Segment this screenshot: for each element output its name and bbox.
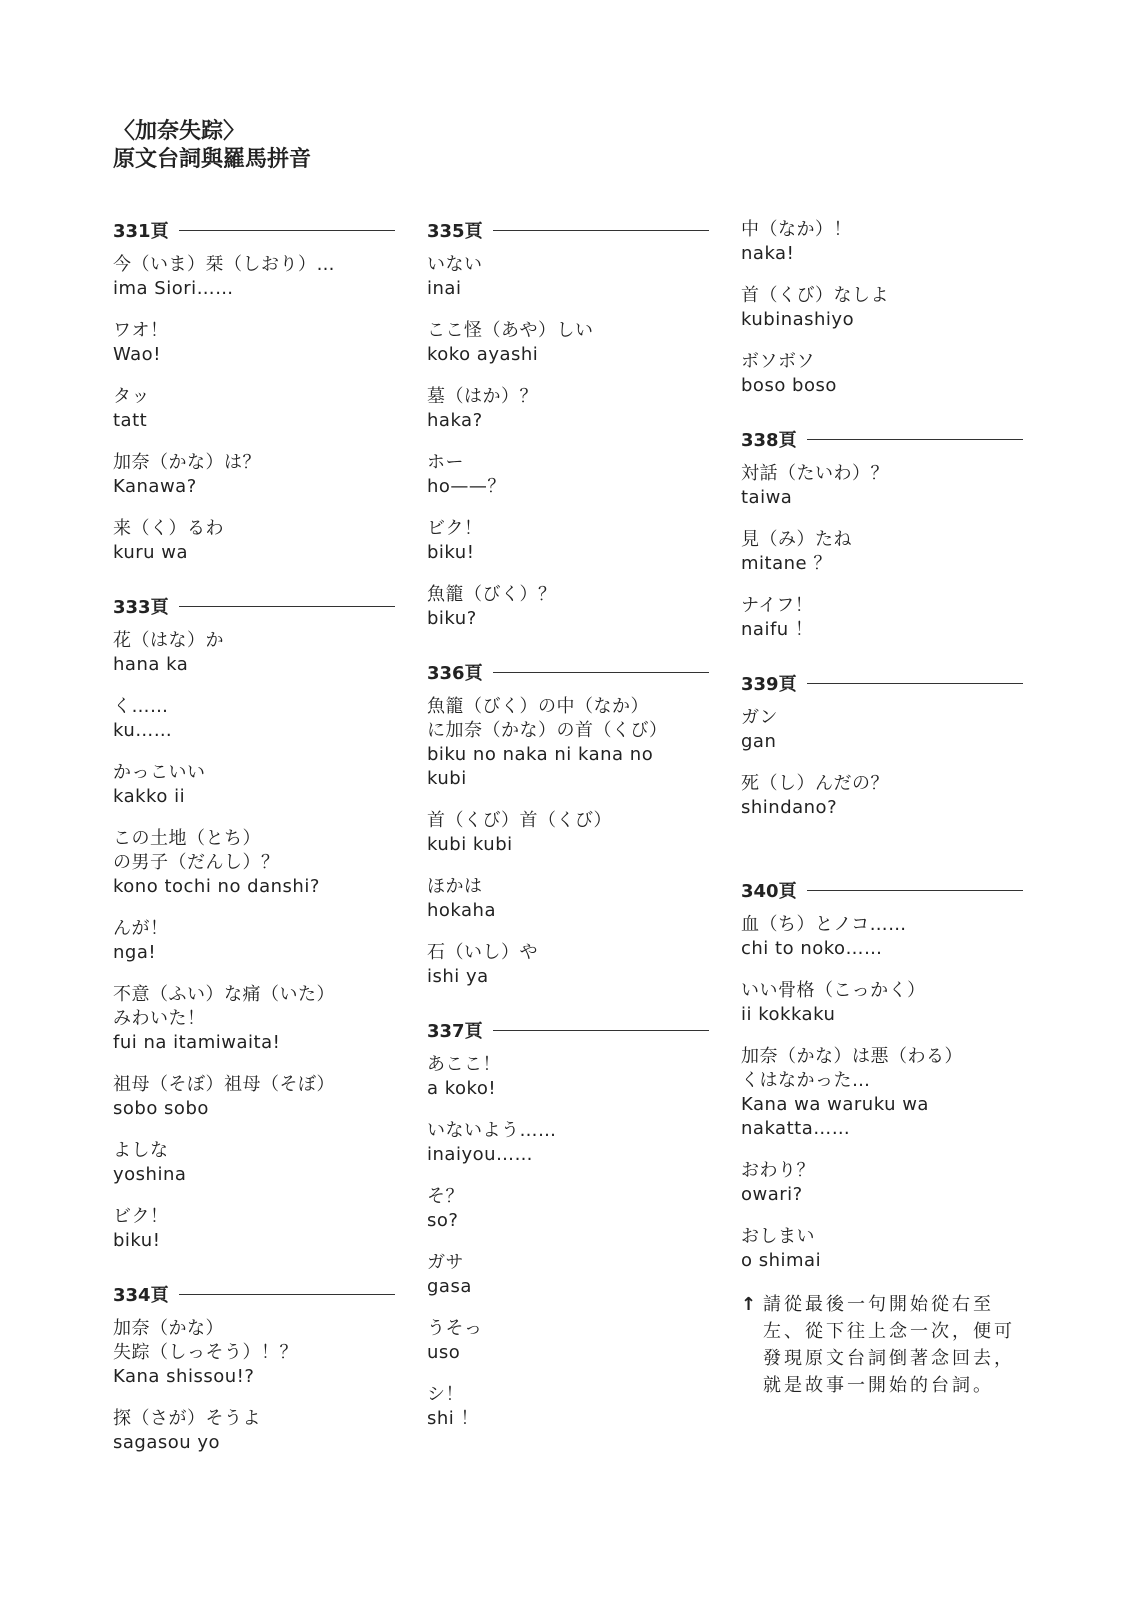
japanese-line: ここ怪（あや）しい <box>427 320 594 341</box>
romaji-line: naifu ！ <box>741 619 814 640</box>
romaji-line: fui na itamiwaita! <box>113 1032 281 1053</box>
romaji-line: haka? <box>427 410 483 431</box>
japanese-line: ビク！ <box>427 518 483 539</box>
japanese-line: おわり？ <box>741 1160 815 1181</box>
dialogue-entry <box>427 319 709 367</box>
heading-rule-line <box>493 1030 709 1031</box>
romaji-line: ishi ya <box>427 966 489 987</box>
japanese-line: 墓（はか）？ <box>427 386 538 407</box>
romaji-line: shi ！ <box>427 1408 480 1429</box>
japanese-line: ほかは <box>427 876 483 897</box>
page-section-heading <box>427 218 709 242</box>
column-1 <box>113 218 395 1473</box>
dialogue-entry <box>427 1383 709 1431</box>
romaji-line: mitane ？ <box>741 553 832 574</box>
page-section-heading <box>741 427 1023 451</box>
dialogue-entry <box>427 253 709 301</box>
dialogue-entry <box>113 1205 395 1253</box>
japanese-line: ガン <box>741 707 778 728</box>
japanese-line: 加奈（かな）は？ <box>113 452 261 473</box>
romaji-line: nga! <box>113 942 157 963</box>
japanese-line: かっこいい <box>113 762 206 783</box>
romaji-line: inai <box>427 278 462 299</box>
romaji-line: biku? <box>427 608 477 629</box>
heading-rule-line <box>807 890 1023 891</box>
japanese-line: うそっ <box>427 1318 483 1339</box>
japanese-line: この土地（とち） の男子（だんし）？ <box>113 828 280 873</box>
japanese-line: ホー <box>427 452 464 473</box>
dialogue-entry <box>113 917 395 965</box>
heading-rule-line <box>179 606 395 607</box>
romaji-line: Kana wa waruku wa nakatta…… <box>741 1094 929 1139</box>
romaji-line: sagasou yo <box>113 1432 221 1453</box>
dialogue-entry <box>427 1251 709 1299</box>
japanese-line: 加奈（かな） 失踪（しっそう）！？ <box>113 1318 298 1363</box>
dialogue-entry <box>113 1139 395 1187</box>
page-number-label: 340頁 <box>741 881 797 902</box>
japanese-line: 来（く）るわ <box>113 518 224 539</box>
romaji-line: gan <box>741 731 777 752</box>
page-number-label: 338頁 <box>741 430 797 451</box>
dialogue-entry <box>427 385 709 433</box>
up-arrow-icon: ↑ <box>741 1294 757 1315</box>
page-section-heading <box>427 660 709 684</box>
dialogue-entry <box>741 1225 1023 1273</box>
japanese-line: 血（ち）とノコ…… <box>741 914 907 935</box>
japanese-line: 花（はな）か <box>113 630 224 651</box>
japanese-line: 魚籠（びく）？ <box>427 584 557 605</box>
dialogue-entry <box>427 1317 709 1365</box>
romaji-line: taiwa <box>741 487 793 508</box>
reading-instruction-note <box>741 1291 1023 1399</box>
dialogue-entry <box>113 385 395 433</box>
japanese-line: 中（なか）！ <box>741 219 852 240</box>
page-section-heading <box>113 1282 395 1306</box>
japanese-line: 祖母（そぼ）祖母（そぼ） <box>113 1074 335 1095</box>
romaji-line: kubi kubi <box>427 834 513 855</box>
dialogue-entry <box>427 941 709 989</box>
romaji-line: hokaha <box>427 900 496 921</box>
page-number-label: 334頁 <box>113 1285 169 1306</box>
dialogue-entry <box>741 528 1023 576</box>
romaji-line: koko ayashi <box>427 344 539 365</box>
romaji-line: shindano? <box>741 797 838 818</box>
dialogue-entry <box>113 827 395 899</box>
page-section-heading <box>113 218 395 242</box>
japanese-line: く…… <box>113 696 169 717</box>
japanese-line: 首（くび）首（くび） <box>427 810 612 831</box>
title-line-2: 原文台詞與羅馬拼音 <box>113 147 312 172</box>
dialogue-entry <box>427 1119 709 1167</box>
heading-rule-line <box>179 1294 395 1295</box>
dialogue-entry <box>427 1053 709 1101</box>
romaji-line: kubinashiyo <box>741 309 855 330</box>
japanese-line: いい骨格（こっかく） <box>741 980 926 1001</box>
romaji-line: Kanawa? <box>113 476 197 497</box>
dialogue-entry <box>427 1185 709 1233</box>
dialogue-entry <box>427 451 709 499</box>
romaji-line: biku! <box>427 542 475 563</box>
page-section-heading <box>427 1018 709 1042</box>
page-number-label: 331頁 <box>113 221 169 242</box>
romaji-line: ho——？ <box>427 476 506 497</box>
romaji-line: ku…… <box>113 720 173 741</box>
page-number-label: 339頁 <box>741 674 797 695</box>
romaji-line: o shimai <box>741 1250 822 1271</box>
romaji-line: so? <box>427 1210 459 1231</box>
dialogue-entry <box>113 451 395 499</box>
romaji-line: a koko! <box>427 1078 497 1099</box>
japanese-line: ナイフ！ <box>741 595 814 616</box>
dialogue-entry <box>427 809 709 857</box>
dialogue-entry <box>427 583 709 631</box>
japanese-line: んが！ <box>113 918 169 939</box>
romaji-line: tatt <box>113 410 148 431</box>
dialogue-entry <box>741 1045 1023 1141</box>
japanese-line: 今（いま）栞（しおり）… <box>113 254 335 275</box>
romaji-line: owari? <box>741 1184 803 1205</box>
dialogue-entry <box>113 695 395 743</box>
page-section-heading <box>113 594 395 618</box>
section-spacer <box>741 838 1023 878</box>
romaji-line: sobo sobo <box>113 1098 209 1119</box>
japanese-line: いない <box>427 254 483 275</box>
japanese-line: ビク！ <box>113 1206 169 1227</box>
title-line-1: 〈加奈失踪〉 <box>113 119 246 144</box>
romaji-line: boso boso <box>741 375 837 396</box>
japanese-line: 見（み）たね <box>741 529 852 550</box>
document-title <box>113 118 311 174</box>
japanese-line: 死（し）んだの？ <box>741 773 889 794</box>
japanese-line: ワオ！ <box>113 320 169 341</box>
japanese-line: ボソボソ <box>741 351 815 372</box>
heading-rule-line <box>807 439 1023 440</box>
dialogue-entry <box>113 761 395 809</box>
japanese-line: そ？ <box>427 1186 464 1207</box>
japanese-line: 魚籠（びく）の中（なか） に加奈（かな）の首（くび） <box>427 696 668 741</box>
note-line: 就是故事一開始的台詞。 <box>763 1375 994 1396</box>
dialogue-entry <box>741 218 1023 266</box>
page-number-label: 333頁 <box>113 597 169 618</box>
note-line: 左、從下往上念一次，便可 <box>763 1321 1015 1342</box>
note-line: 請從最後一句開始從右至 <box>763 1294 994 1315</box>
column-3 <box>741 218 1023 1399</box>
dialogue-entry <box>113 253 395 301</box>
romaji-line: uso <box>427 1342 461 1363</box>
dialogue-entry <box>741 594 1023 642</box>
column-2 <box>427 218 709 1449</box>
romaji-line: Wao! <box>113 344 161 365</box>
page-section-heading <box>741 878 1023 902</box>
romaji-line: biku! <box>113 1230 161 1251</box>
dialogue-entry <box>113 1407 395 1455</box>
japanese-line: シ！ <box>427 1384 464 1405</box>
romaji-line: inaiyou…… <box>427 1144 534 1165</box>
romaji-line: ii kokkaku <box>741 1004 836 1025</box>
heading-rule-line <box>493 672 709 673</box>
dialogue-entry <box>113 629 395 677</box>
romaji-line: naka! <box>741 243 795 264</box>
heading-rule-line <box>179 230 395 231</box>
dialogue-entry <box>741 772 1023 820</box>
romaji-line: yoshina <box>113 1164 187 1185</box>
note-line: 發現原文台詞倒著念回去， <box>763 1348 1015 1369</box>
romaji-line: Kana shissou!? <box>113 1366 255 1387</box>
page-number-label: 335頁 <box>427 221 483 242</box>
dialogue-entry <box>113 319 395 367</box>
page-number-label: 336頁 <box>427 663 483 684</box>
japanese-line: 対話（たいわ）？ <box>741 463 889 484</box>
note-text <box>763 1291 1015 1399</box>
japanese-line: 不意（ふい）な痛（いた） みわいた！ <box>113 984 335 1029</box>
heading-rule-line <box>493 230 709 231</box>
page-number-label: 337頁 <box>427 1021 483 1042</box>
romaji-line: biku no naka ni kana no kubi <box>427 744 654 789</box>
dialogue-entry <box>741 284 1023 332</box>
dialogue-entry <box>741 1159 1023 1207</box>
japanese-line: おしまい <box>741 1226 815 1247</box>
page-section-heading <box>741 671 1023 695</box>
dialogue-entry <box>741 350 1023 398</box>
romaji-line: hana ka <box>113 654 189 675</box>
dialogue-entry <box>113 517 395 565</box>
japanese-line: タッ <box>113 386 150 407</box>
dialogue-entry <box>113 1073 395 1121</box>
romaji-line: kakko ii <box>113 786 186 807</box>
dialogue-entry <box>427 875 709 923</box>
dialogue-entry <box>741 706 1023 754</box>
japanese-line: 石（いし）や <box>427 942 538 963</box>
romaji-line: gasa <box>427 1276 472 1297</box>
japanese-line: 首（くび）なしよ <box>741 285 889 306</box>
japanese-line: いないよう…… <box>427 1120 557 1141</box>
dialogue-entry <box>427 695 709 791</box>
romaji-line: kono tochi no danshi? <box>113 876 320 897</box>
dialogue-entry <box>113 983 395 1055</box>
romaji-line: kuru wa <box>113 542 189 563</box>
dialogue-entry <box>113 1317 395 1389</box>
heading-rule-line <box>807 683 1023 684</box>
japanese-line: よしな <box>113 1140 169 1161</box>
romaji-line: ima Siori…… <box>113 278 234 299</box>
japanese-line: 探（さが）そうよ <box>113 1408 261 1429</box>
dialogue-entry <box>427 517 709 565</box>
japanese-line: ガサ <box>427 1252 464 1273</box>
dialogue-entry <box>741 979 1023 1027</box>
japanese-line: あここ！ <box>427 1054 501 1075</box>
dialogue-entry <box>741 462 1023 510</box>
dialogue-entry <box>741 913 1023 961</box>
japanese-line: 加奈（かな）は悪（わる） くはなかった… <box>741 1046 963 1091</box>
romaji-line: chi to noko…… <box>741 938 883 959</box>
